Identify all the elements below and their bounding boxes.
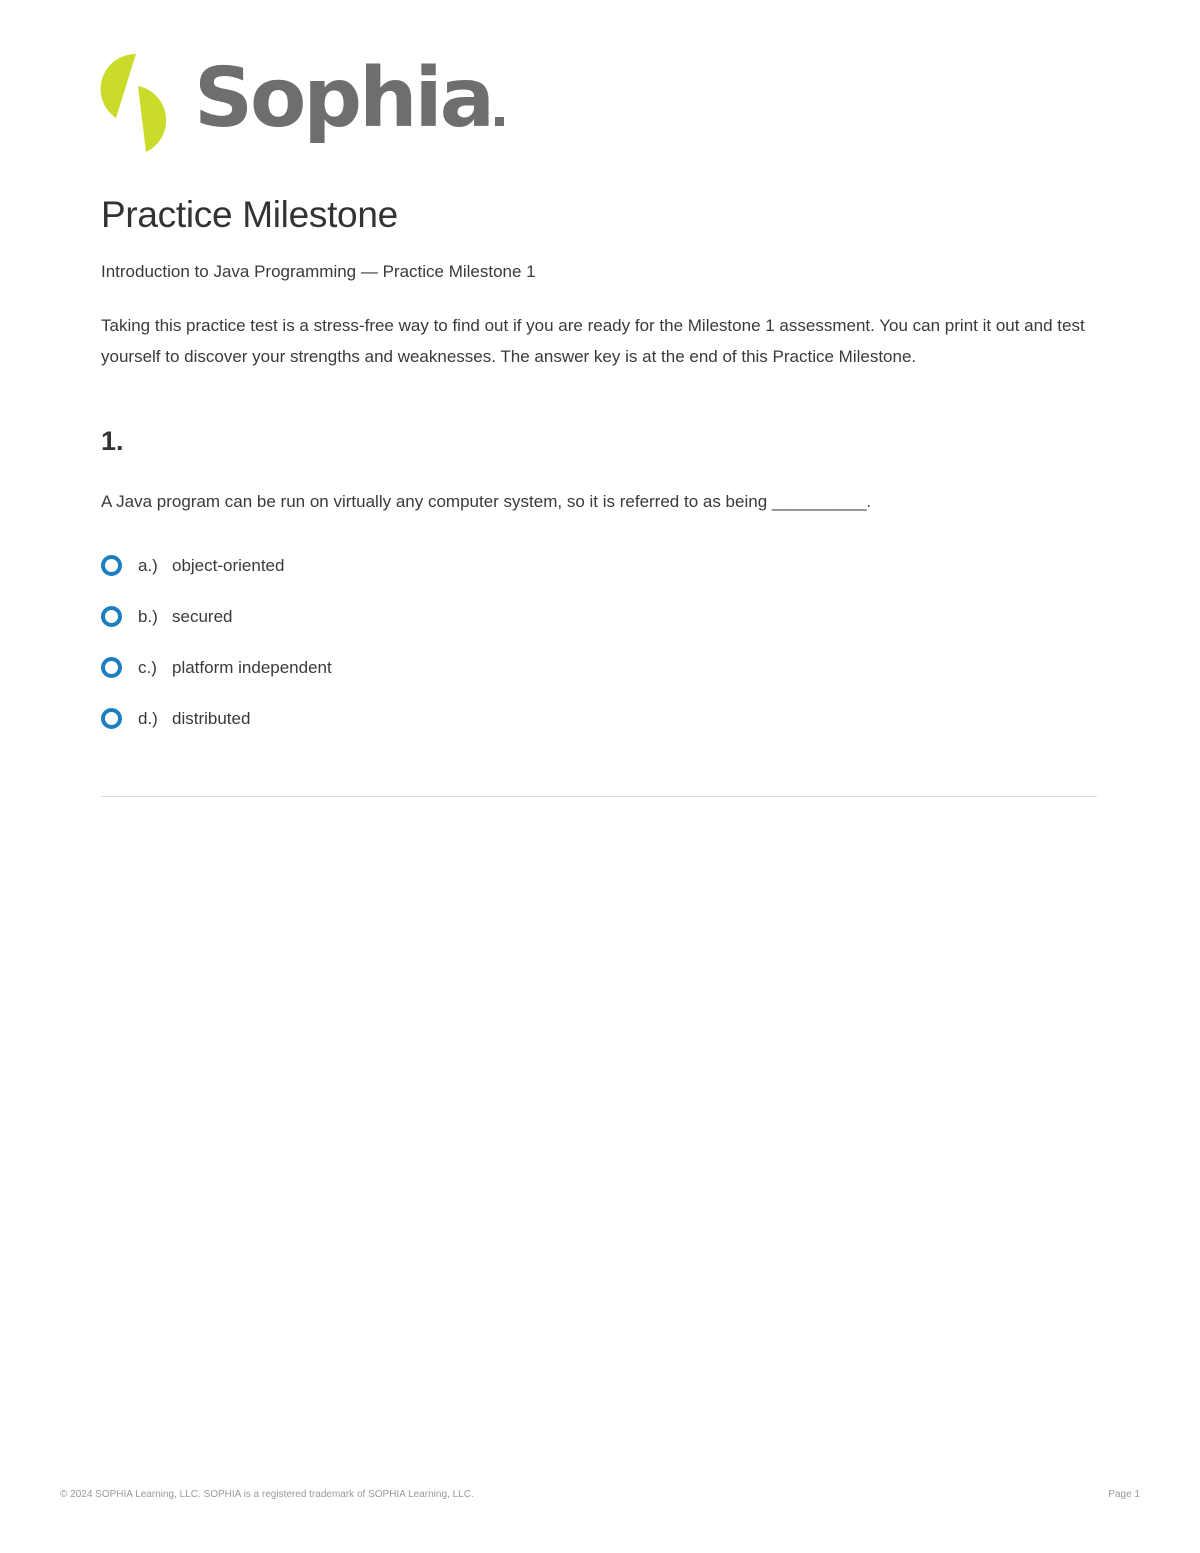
option-a[interactable] [101, 540, 332, 591]
option-d[interactable] [101, 693, 332, 744]
question-number: 1. [101, 426, 124, 456]
sophia-wordmark: Sophia [194, 58, 504, 140]
section-divider [101, 796, 1097, 797]
radio-circle-icon[interactable] [101, 657, 122, 678]
answer-options [101, 540, 332, 744]
sophia-logo-icon [100, 52, 172, 154]
option-text: distributed [172, 708, 251, 728]
option-letter: b.) [138, 606, 158, 626]
radio-circle-icon[interactable] [101, 708, 122, 729]
course-subtitle: Introduction to Java Programming — Practice Milestone 1 [101, 262, 536, 281]
question-text: A Java program can be run on virtually any computer system, so it is referred to as being __________. [101, 492, 872, 511]
sophia-logo [100, 52, 504, 154]
option-letter: c.) [138, 657, 157, 677]
option-c[interactable] [101, 642, 332, 693]
option-letter: a.) [138, 555, 158, 575]
page-title: Practice Milestone [101, 194, 398, 235]
radio-circle-icon[interactable] [101, 606, 122, 627]
option-text: platform independent [172, 657, 332, 677]
footer-copyright: © 2024 SOPHIA Learning, LLC. SOPHIA is a registered trademark of SOPHIA Learning, LLC. [60, 1489, 474, 1500]
footer-page-number: Page 1 [1108, 1489, 1140, 1500]
option-text: object-oriented [172, 555, 285, 575]
wordmark-dot [495, 117, 504, 126]
radio-circle-icon[interactable] [101, 555, 122, 576]
intro-paragraph: Taking this practice test is a stress-free way to find out if you are ready for the Milestone 1 assessment. You can print it out and test yourself to discover your strengths and weaknesses. The answer key is at the end of this Practice Milestone. [101, 316, 1085, 366]
option-text: secured [172, 606, 233, 626]
option-b[interactable] [101, 591, 332, 642]
option-letter: d.) [138, 708, 158, 728]
